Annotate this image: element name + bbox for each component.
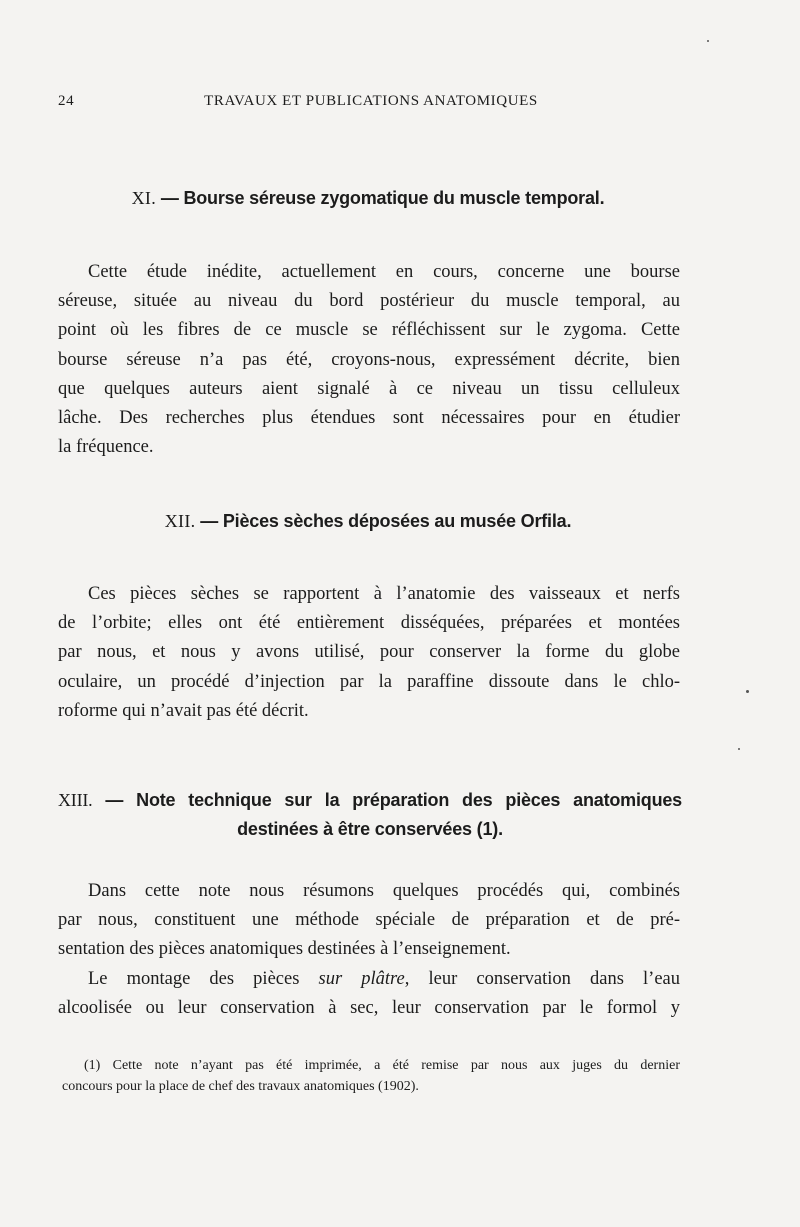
section-number: XIII. [58,790,93,810]
section-title: Pièces sèches déposées au musée Orfila. [222,511,572,531]
running-title: TRAVAUX ET PUBLICATIONS ANATOMIQUES [204,93,538,109]
section-xi-paragraph [58,258,680,462]
text-line: lâche. Des recherches plus étendues sont nécessaires pour en étudier [58,408,680,429]
scan-speck [738,748,740,750]
section-heading-xi [58,188,678,209]
text-line: Dans cette note nous résumons quelques procédés qui, combinés [88,881,680,901]
section-heading-xii [58,511,678,532]
section-xiii-paragraph [58,877,680,1023]
text-line: Le montage des pièces sur plâtre, leur conservation dans l’eau [88,968,680,989]
footnote [62,1055,680,1097]
text-line: sentation des pièces anatomiques destinées à l’enseignement. [58,939,511,960]
section-number: XI. [131,188,157,208]
text-line: Ces pièces sèches se rapportent à l’anatomie des vaisseaux et nerfs [88,584,680,604]
section-title-line2: destinées à être conservées (1). [237,819,503,839]
text-line: Cette étude inédite, actuellement en cours, concerne une bourse [88,262,680,282]
section-title: Bourse séreuse zygomatique du muscle temporal. [183,188,605,208]
text-line: par nous, constituent une méthode spéciale de préparation et de pré- [58,910,680,931]
section-heading-xiii [58,786,682,844]
page-number: 24 [58,93,75,109]
footnote-line: (1) Cette note n’ayant pas été imprimée, a été remise par nous aux juges du dernier [84,1058,680,1073]
running-head [58,93,684,115]
section-dash: — [200,511,219,531]
section-number: XII. [164,511,196,531]
text-line: de l’orbite; elles ont été entièrement disséquées, préparées et montées [58,613,680,634]
text-line: que quelques auteurs aient signalé à ce niveau un tissu celluleux [58,378,680,399]
text-line: par nous, et nous y avons utilisé, pour conserver la forme du globe [58,642,680,663]
section-dash: — [160,188,179,208]
text-line: bourse séreuse n’a pas été, croyons-nous, expressément décrite, bien [58,349,680,370]
text-line: point où les fibres de ce muscle se réfléchissent sur le zygoma. Cette [58,320,680,341]
section-dash: — [105,790,124,810]
italic-phrase: sur plâtre [318,968,405,989]
section-heading-line [58,786,682,815]
text-line: roforme qui n’avait pas été décrit. [58,700,309,721]
text-line: alcoolisée ou leur conservation à sec, leur conservation par le formol y [58,997,680,1018]
scan-speck [746,690,749,693]
text-line: séreuse, située au niveau du bord postérieur du muscle temporal, au [58,291,680,312]
scan-speck [707,40,709,42]
section-title-line1: Note technique sur la préparation des pièces anatomiques [136,790,682,810]
section-xii-paragraph [58,580,680,726]
footnote-line: concours pour la place de chef des travaux anatomiques (1902). [62,1079,419,1094]
text-line: oculaire, un procédé d’injection par la paraffine dissoute dans le chlo- [58,671,680,692]
text-line: la fréquence. [58,437,154,458]
